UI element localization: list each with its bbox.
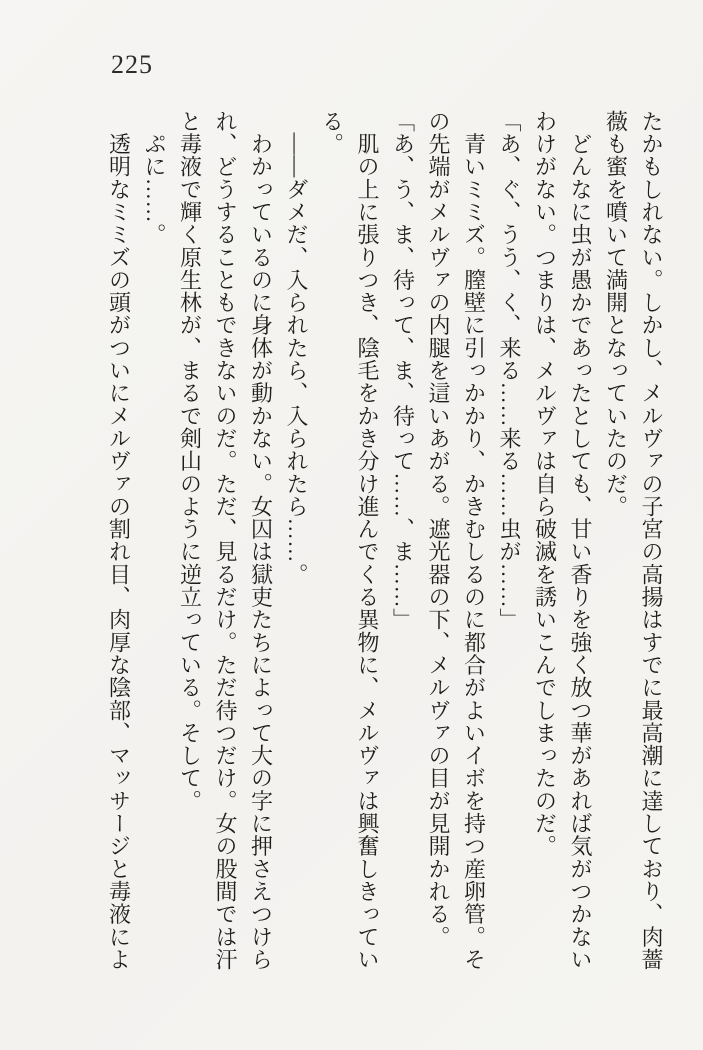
paragraph: 「あ、う、ま、待って、ま、待って……、ま……」 <box>390 110 416 631</box>
paragraph: わかっているのに身体が動かない。女囚は獄吏たちによって大の字に押さえつけられ、どうすることもできないのだ。ただ、見るだけ。ただ待つだけ。女の股間では汗と毒液で輝く原生林が、まるで剣山のように逆立っている。そして。 <box>177 110 274 971</box>
paragraph: たかもしれない。しかし、メルヴァの子宮の高揚はすでに最高潮に達しており、肉薔薇も蜜を噴いて満開となっていたのだ。 <box>603 110 664 971</box>
paragraph: どんなに虫が愚かであったとしても、甘い香りを強く放つ華があれば気がつかないわけがない。つまりは、メルヴァは自ら破滅を誘いこんでしまったのだ。 <box>532 110 593 971</box>
paragraph: 透明なミミズの頭がついにメルヴァの割れ目、肉厚な陰部、マッサージと毒液によ <box>106 110 132 971</box>
paragraph: ぷに……。 <box>142 110 167 246</box>
paragraph: 青いミミズ。膣壁に引っかかり、かきむしるのに都合がよいイボを持つ産卵管。その先端がメルヴァの内腿を這いあがる。遮光器の下、メルヴァの目が見開かれる。 <box>426 110 487 971</box>
paragraph: 「あ、ぐ、うう、く、来る……来る……虫が……」 <box>497 110 522 631</box>
page-number: 225 <box>111 50 153 79</box>
body-text <box>101 110 669 972</box>
paragraph: 肌の上に張りつき、陰毛をかき分け進んでくる異物に、メルヴァは興奮しきっている。 <box>319 110 380 971</box>
paragraph: ――ダメだ、入られたら、入られたら……。 <box>284 110 309 586</box>
